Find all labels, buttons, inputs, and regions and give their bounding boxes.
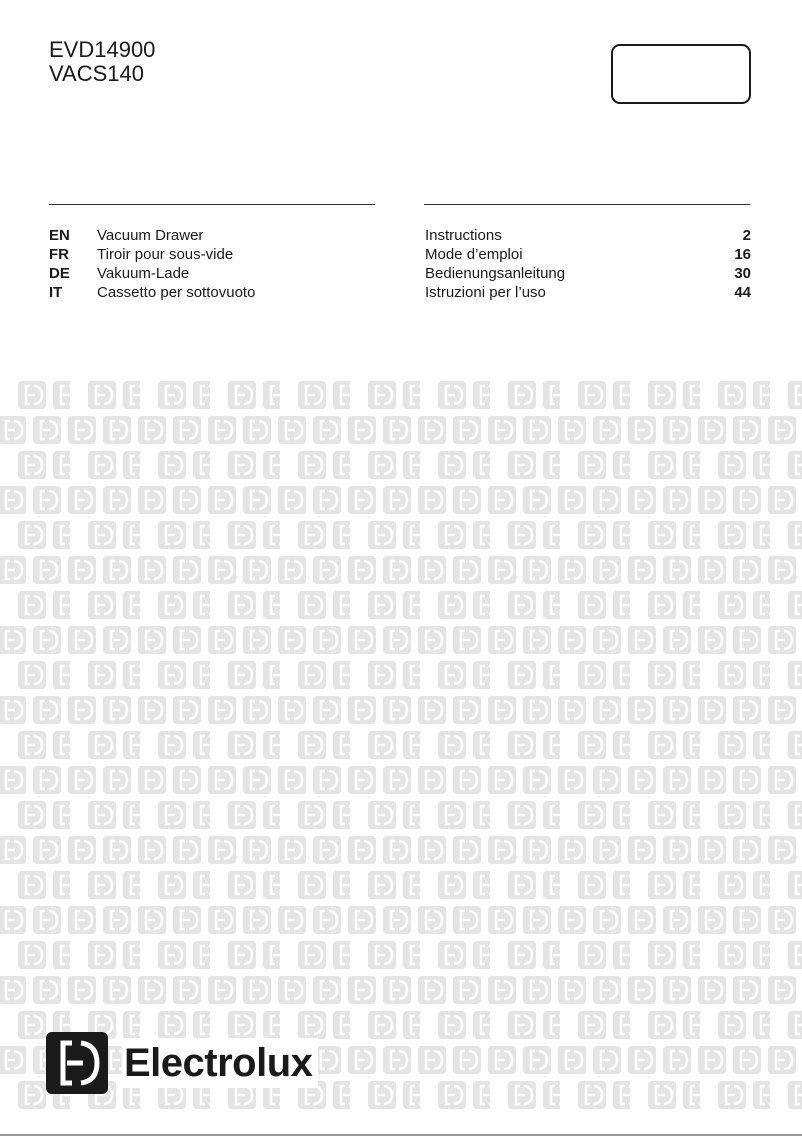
manual-title: Istruzioni per l’uso (425, 284, 546, 301)
page-number: 44 (734, 284, 751, 301)
language-row-de (49, 264, 751, 283)
language-code: DE (49, 265, 70, 282)
page-number: 16 (734, 246, 751, 263)
electrolux-logo-icon (46, 1032, 108, 1094)
page-number: 2 (742, 227, 751, 244)
language-row-it (49, 283, 751, 302)
manual-title: Mode d’emploi (425, 246, 523, 263)
divider-right (424, 204, 750, 205)
language-code: IT (49, 284, 63, 301)
language-code: FR (49, 246, 69, 263)
brand-logo (46, 1032, 318, 1094)
manual-title: Bedienungsanleitung (425, 265, 566, 282)
manual-title: Instructions (425, 227, 502, 244)
language-index (49, 226, 751, 302)
page-number: 30 (734, 265, 751, 282)
language-code: EN (49, 227, 70, 244)
logo-pattern-background (0, 378, 802, 1114)
product-name: Vakuum-Lade (97, 265, 190, 282)
language-row-en (49, 226, 751, 245)
product-name: Tiroir pour sous-vide (97, 246, 234, 263)
divider-left (49, 204, 375, 205)
brand-wordmark: Electrolux (122, 1038, 318, 1088)
model-number-secondary: VACS140 (49, 61, 144, 86)
product-name: Vacuum Drawer (97, 227, 204, 244)
model-number-primary: EVD14900 (49, 37, 156, 62)
product-name: Cassetto per sottovuoto (97, 284, 256, 301)
language-row-fr (49, 245, 751, 264)
stamp-box (611, 44, 751, 104)
model-numbers (49, 38, 155, 86)
